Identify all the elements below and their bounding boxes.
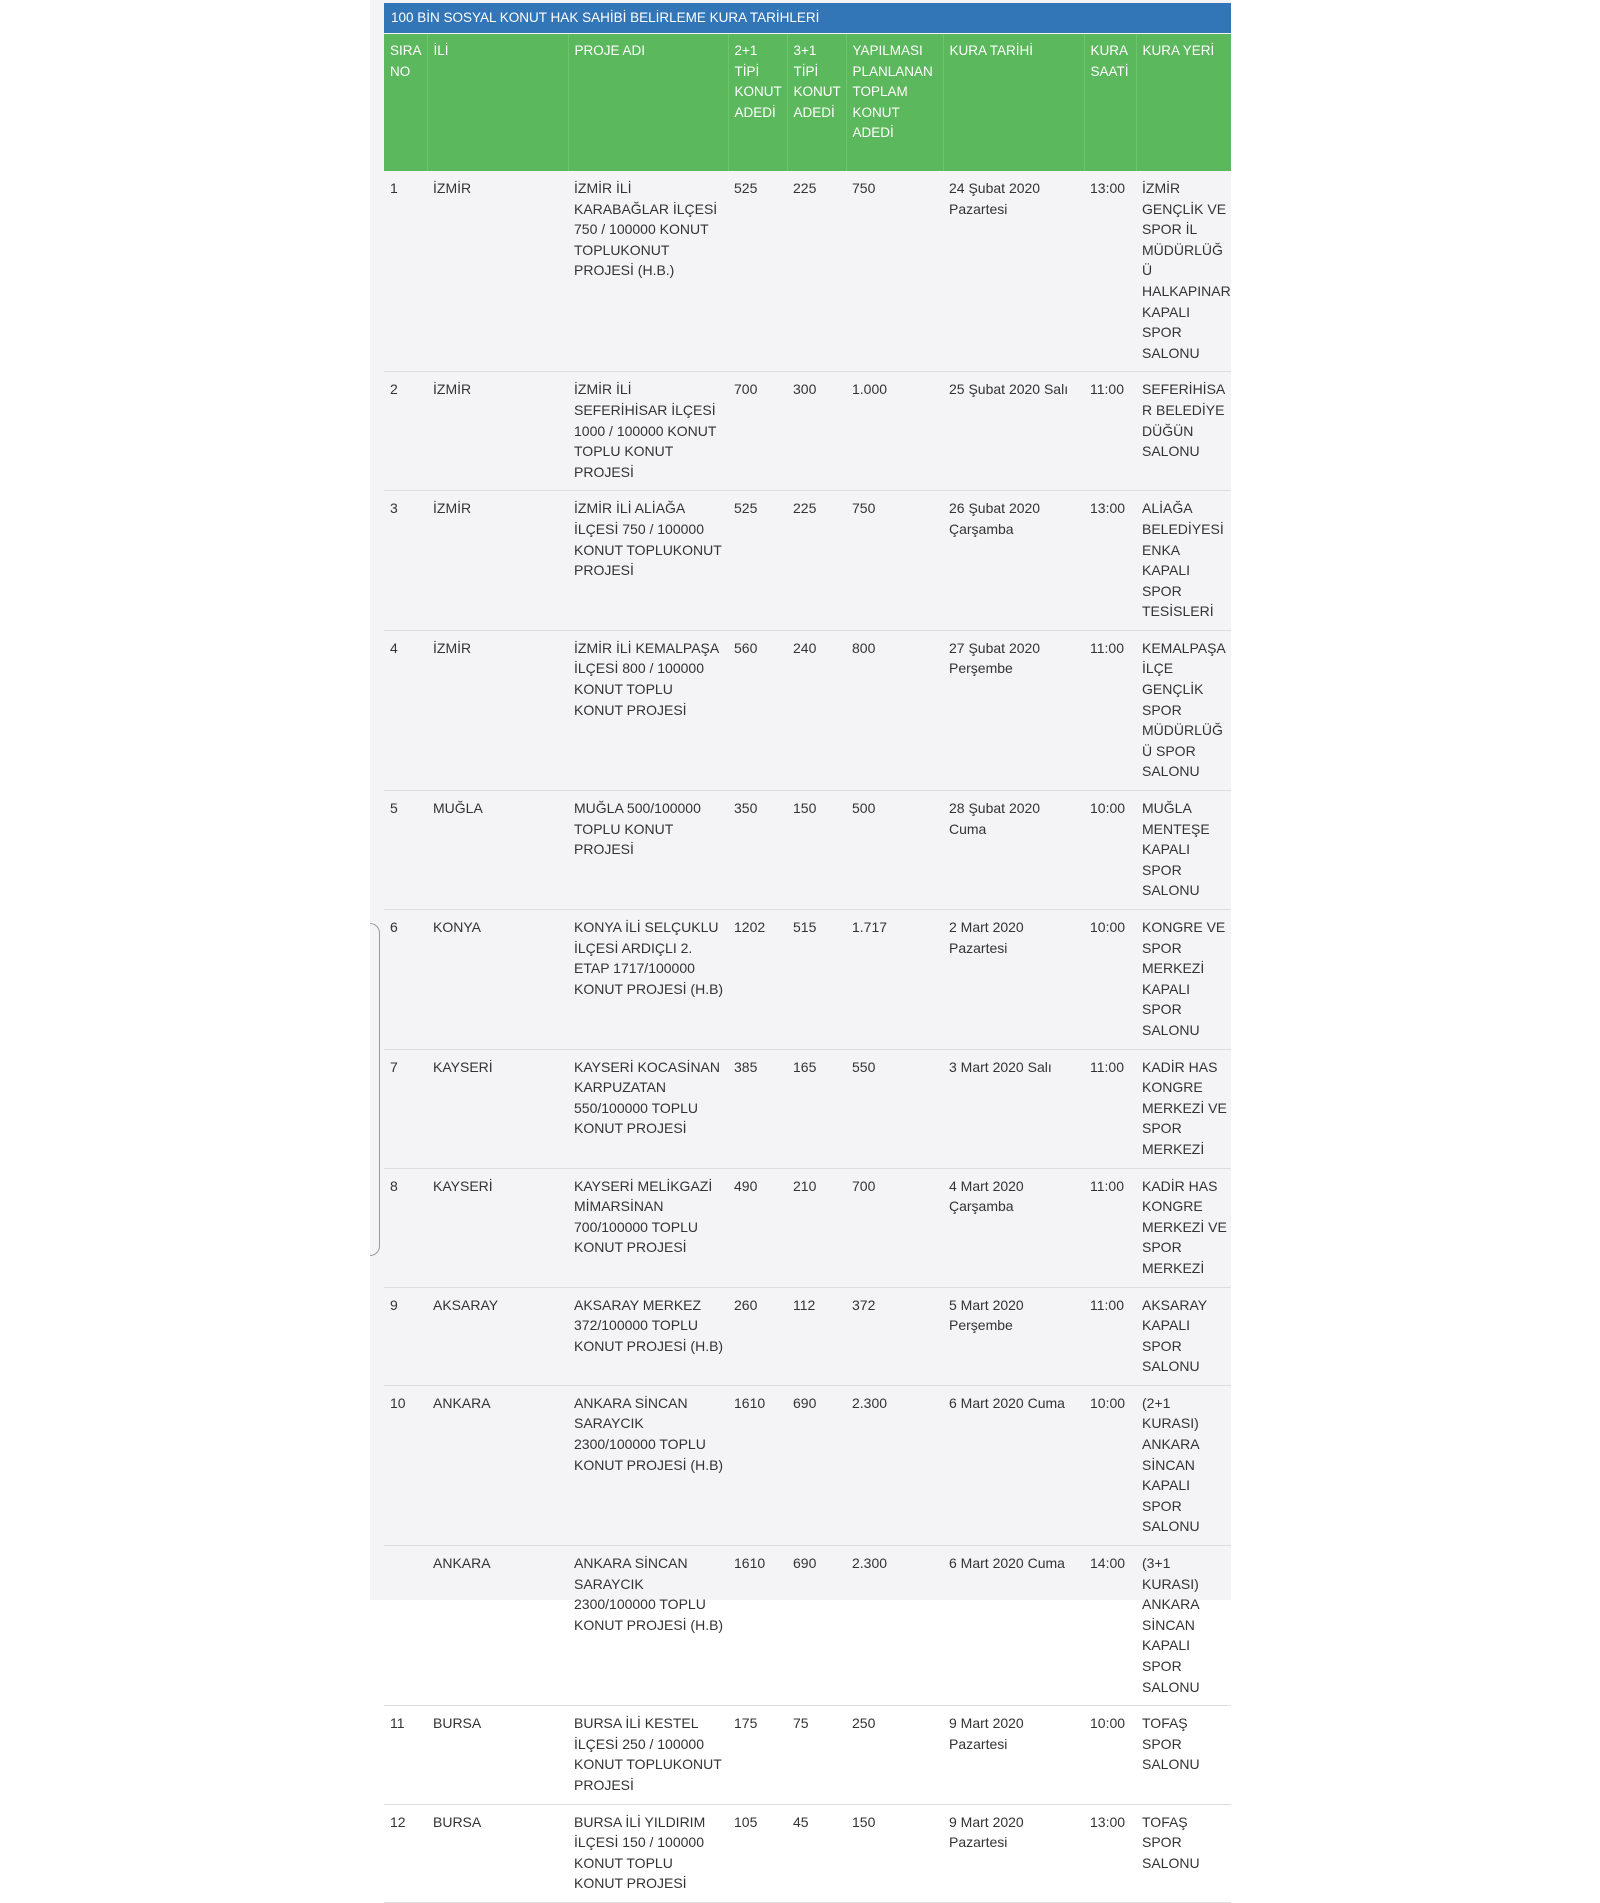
cell-2plus1: 700 — [728, 372, 787, 491]
table-row — [384, 1706, 1231, 1804]
cell-proje-adi: AKSARAY MERKEZ 372/100000 TOPLU KONUT PROJESİ (H.B) — [568, 1287, 728, 1385]
cell-ili: BURSA — [427, 1706, 568, 1804]
cell-2plus1: 1202 — [728, 910, 787, 1050]
cell-ili: ANKARA — [427, 1385, 568, 1545]
cell-kura-yeri: KONGRE VE SPOR MERKEZİ KAPALI SPOR SALONU — [1136, 910, 1231, 1050]
cell-ili: İZMİR — [427, 491, 568, 631]
cell-kura-yeri: SEFERİHİSAR BELEDİYE DÜĞÜN SALONU — [1136, 372, 1231, 491]
cell-3plus1: 300 — [787, 372, 846, 491]
cell-toplam: 500 — [846, 791, 943, 910]
table-row — [384, 1168, 1231, 1287]
table-header — [384, 34, 1231, 171]
cell-kura-yeri: MUĞLA MENTEŞE KAPALI SPOR SALONU — [1136, 791, 1231, 910]
cell-kura-saati: 10:00 — [1084, 1385, 1136, 1545]
cell-kura-tarihi: 9 Mart 2020 Pazartesi — [943, 1706, 1084, 1804]
cell-toplam: 2.300 — [846, 1385, 943, 1545]
cell-proje-adi: ANKARA SİNCAN SARAYCIK 2300/100000 TOPLU KONUT PROJESİ (H.B) — [568, 1546, 728, 1706]
header-row — [384, 34, 1231, 171]
cell-sira-no: 2 — [384, 372, 427, 491]
cell-proje-adi: KONYA İLİ SELÇUKLU İLÇESİ ARDIÇLI 2. ETAP 1717/100000 KONUT PROJESİ (H.B) — [568, 910, 728, 1050]
cell-kura-saati: 10:00 — [1084, 910, 1136, 1050]
cell-toplam: 800 — [846, 630, 943, 790]
cell-kura-yeri: AKSARAY KAPALI SPOR SALONU — [1136, 1287, 1231, 1385]
cell-kura-saati: 13:00 — [1084, 171, 1136, 372]
cell-kura-saati: 11:00 — [1084, 630, 1136, 790]
cell-3plus1: 165 — [787, 1049, 846, 1168]
cell-kura-yeri: ALİAĞA BELEDİYESİ ENKA KAPALI SPOR TESİSLERİ — [1136, 491, 1231, 631]
cell-kura-tarihi: 6 Mart 2020 Cuma — [943, 1546, 1084, 1706]
cell-3plus1: 45 — [787, 1804, 846, 1902]
cell-2plus1: 1610 — [728, 1546, 787, 1706]
cell-3plus1: 225 — [787, 491, 846, 631]
cell-toplam: 550 — [846, 1049, 943, 1168]
cell-kura-yeri: İZMİR GENÇLİK VE SPOR İL MÜDÜRLÜĞÜ HALKAPINAR KAPALI SPOR SALONU — [1136, 171, 1231, 372]
kura-table — [384, 34, 1231, 1903]
cell-2plus1: 1610 — [728, 1385, 787, 1545]
cell-proje-adi: KAYSERİ KOCASİNAN KARPUZATAN 550/100000 TOPLU KONUT PROJESİ — [568, 1049, 728, 1168]
col-sira-no: SIRA NO — [384, 34, 427, 171]
cell-3plus1: 210 — [787, 1168, 846, 1287]
cell-kura-yeri: KEMALPAŞA İLÇE GENÇLİK SPOR MÜDÜRLÜĞÜ SPOR SALONU — [1136, 630, 1231, 790]
cell-3plus1: 690 — [787, 1385, 846, 1545]
table-row — [384, 1049, 1231, 1168]
col-kura-yeri: KURA YERİ — [1136, 34, 1231, 171]
cell-2plus1: 525 — [728, 491, 787, 631]
cell-ili: BURSA — [427, 1804, 568, 1902]
cell-sira-no: 6 — [384, 910, 427, 1050]
table-row — [384, 1546, 1231, 1706]
cell-kura-tarihi: 28 Şubat 2020 Cuma — [943, 791, 1084, 910]
cell-sira-no: 3 — [384, 491, 427, 631]
cell-kura-tarihi: 27 Şubat 2020 Perşembe — [943, 630, 1084, 790]
cell-proje-adi: BURSA İLİ YILDIRIM İLÇESİ 150 / 100000 KONUT TOPLU KONUT PROJESİ — [568, 1804, 728, 1902]
cell-proje-adi: İZMİR İLİ KARABAĞLAR İLÇESİ 750 / 100000 KONUT TOPLUKONUT PROJESİ (H.B.) — [568, 171, 728, 372]
cell-sira-no — [384, 1546, 427, 1706]
cell-kura-tarihi: 25 Şubat 2020 Salı — [943, 372, 1084, 491]
table-row — [384, 1804, 1231, 1902]
cell-kura-tarihi: 26 Şubat 2020 Çarşamba — [943, 491, 1084, 631]
cell-3plus1: 150 — [787, 791, 846, 910]
cell-kura-tarihi: 6 Mart 2020 Cuma — [943, 1385, 1084, 1545]
cell-toplam: 1.717 — [846, 910, 943, 1050]
cell-kura-saati: 11:00 — [1084, 1287, 1136, 1385]
cell-proje-adi: İZMİR İLİ SEFERİHİSAR İLÇESİ 1000 / 100000 KONUT TOPLU KONUT PROJESİ — [568, 372, 728, 491]
cell-kura-tarihi: 2 Mart 2020 Pazartesi — [943, 910, 1084, 1050]
cell-3plus1: 75 — [787, 1706, 846, 1804]
cell-ili: İZMİR — [427, 372, 568, 491]
cell-kura-tarihi: 24 Şubat 2020 Pazartesi — [943, 171, 1084, 372]
col-kura-saati: KURA SAATİ — [1084, 34, 1136, 171]
cell-kura-yeri: KADİR HAS KONGRE MERKEZİ VE SPOR MERKEZİ — [1136, 1168, 1231, 1287]
cell-kura-saati: 14:00 — [1084, 1546, 1136, 1706]
cell-kura-tarihi: 9 Mart 2020 Pazartesi — [943, 1804, 1084, 1902]
cell-toplam: 750 — [846, 491, 943, 631]
cell-proje-adi: İZMİR İLİ ALİAĞA İLÇESİ 750 / 100000 KONUT TOPLUKONUT PROJESİ — [568, 491, 728, 631]
col-kura-tarihi: KURA TARİHİ — [943, 34, 1084, 171]
cell-2plus1: 350 — [728, 791, 787, 910]
cell-sira-no: 5 — [384, 791, 427, 910]
table-row — [384, 1287, 1231, 1385]
cell-kura-tarihi: 3 Mart 2020 Salı — [943, 1049, 1084, 1168]
col-3plus1: 3+1 TİPİ KONUT ADEDİ — [787, 34, 846, 171]
cell-kura-saati: 11:00 — [1084, 372, 1136, 491]
cell-3plus1: 112 — [787, 1287, 846, 1385]
cell-proje-adi: KAYSERİ MELİKGAZİ MİMARSİNAN 700/100000 TOPLU KONUT PROJESİ — [568, 1168, 728, 1287]
cell-2plus1: 525 — [728, 171, 787, 372]
cell-kura-yeri: TOFAŞ SPOR SALONU — [1136, 1804, 1231, 1902]
cell-ili: MUĞLA — [427, 791, 568, 910]
cell-2plus1: 385 — [728, 1049, 787, 1168]
cell-kura-yeri: (3+1 KURASI) ANKARA SİNCAN KAPALI SPOR SALONU — [1136, 1546, 1231, 1706]
cell-kura-yeri: (2+1 KURASI) ANKARA SİNCAN KAPALI SPOR SALONU — [1136, 1385, 1231, 1545]
table-container — [384, 34, 1231, 1903]
cell-toplam: 2.300 — [846, 1546, 943, 1706]
cell-sira-no: 1 — [384, 171, 427, 372]
cell-sira-no: 10 — [384, 1385, 427, 1545]
table-row — [384, 630, 1231, 790]
cell-kura-yeri: KADİR HAS KONGRE MERKEZİ VE SPOR MERKEZİ — [1136, 1049, 1231, 1168]
cell-sira-no: 4 — [384, 630, 427, 790]
cell-proje-adi: BURSA İLİ KESTEL İLÇESİ 250 / 100000 KONUT TOPLUKONUT PROJESİ — [568, 1706, 728, 1804]
table-row — [384, 491, 1231, 631]
cell-kura-saati: 13:00 — [1084, 491, 1136, 631]
cell-2plus1: 260 — [728, 1287, 787, 1385]
cell-ili: İZMİR — [427, 171, 568, 372]
cell-toplam: 250 — [846, 1706, 943, 1804]
cell-toplam: 700 — [846, 1168, 943, 1287]
cell-ili: KAYSERİ — [427, 1049, 568, 1168]
document-page — [370, 0, 1231, 1892]
cell-kura-tarihi: 4 Mart 2020 Çarşamba — [943, 1168, 1084, 1287]
cell-2plus1: 105 — [728, 1804, 787, 1902]
table-body — [384, 171, 1231, 1902]
cell-ili: AKSARAY — [427, 1287, 568, 1385]
cell-proje-adi: İZMİR İLİ KEMALPAŞA İLÇESİ 800 / 100000 KONUT TOPLU KONUT PROJESİ — [568, 630, 728, 790]
cell-toplam: 1.000 — [846, 372, 943, 491]
cell-sira-no: 8 — [384, 1168, 427, 1287]
col-2plus1: 2+1 TİPİ KONUT ADEDİ — [728, 34, 787, 171]
cell-kura-yeri: TOFAŞ SPOR SALONU — [1136, 1706, 1231, 1804]
cell-toplam: 750 — [846, 171, 943, 372]
cell-3plus1: 225 — [787, 171, 846, 372]
cell-sira-no: 12 — [384, 1804, 427, 1902]
cell-kura-saati: 11:00 — [1084, 1049, 1136, 1168]
cell-3plus1: 515 — [787, 910, 846, 1050]
cell-sira-no: 11 — [384, 1706, 427, 1804]
col-proje-adi: PROJE ADI — [568, 34, 728, 171]
col-toplam: YAPILMASI PLANLANAN TOPLAM KONUT ADEDİ — [846, 34, 943, 171]
cell-toplam: 150 — [846, 1804, 943, 1902]
cell-ili: İZMİR — [427, 630, 568, 790]
cell-sira-no: 7 — [384, 1049, 427, 1168]
cell-ili: ANKARA — [427, 1546, 568, 1706]
cell-2plus1: 560 — [728, 630, 787, 790]
cell-kura-saati: 10:00 — [1084, 791, 1136, 910]
cell-ili: KAYSERİ — [427, 1168, 568, 1287]
cell-3plus1: 240 — [787, 630, 846, 790]
cell-ili: KONYA — [427, 910, 568, 1050]
cell-2plus1: 490 — [728, 1168, 787, 1287]
cell-sira-no: 9 — [384, 1287, 427, 1385]
cell-proje-adi: ANKARA SİNCAN SARAYCIK 2300/100000 TOPLU KONUT PROJESİ (H.B) — [568, 1385, 728, 1545]
table-row — [384, 910, 1231, 1050]
cell-3plus1: 690 — [787, 1546, 846, 1706]
cell-kura-saati: 13:00 — [1084, 1804, 1136, 1902]
scroll-handle[interactable] — [370, 923, 380, 1256]
table-title: 100 BİN SOSYAL KONUT HAK SAHİBİ BELİRLEME KURA TARİHLERİ — [384, 3, 1231, 33]
cell-kura-saati: 11:00 — [1084, 1168, 1136, 1287]
table-row — [384, 1385, 1231, 1545]
table-row — [384, 372, 1231, 491]
cell-kura-saati: 10:00 — [1084, 1706, 1136, 1804]
cell-proje-adi: MUĞLA 500/100000 TOPLU KONUT PROJESİ — [568, 791, 728, 910]
table-row — [384, 171, 1231, 372]
cell-2plus1: 175 — [728, 1706, 787, 1804]
table-row — [384, 791, 1231, 910]
cell-kura-tarihi: 5 Mart 2020 Perşembe — [943, 1287, 1084, 1385]
col-ili: İLİ — [427, 34, 568, 171]
cell-toplam: 372 — [846, 1287, 943, 1385]
